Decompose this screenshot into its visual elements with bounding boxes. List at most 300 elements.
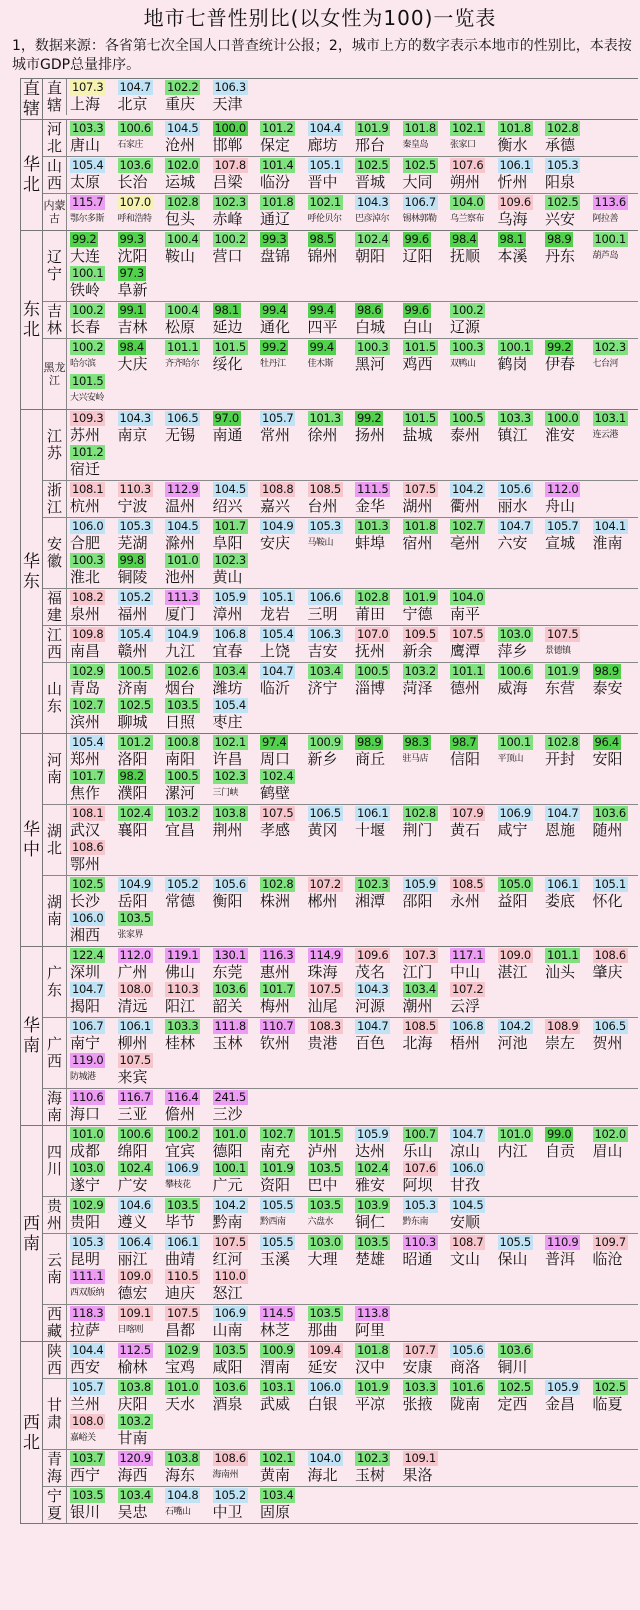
city-name: 泰安 <box>592 679 623 697</box>
city-cell <box>115 627 163 661</box>
sex-ratio-value: 110.0 <box>214 1269 246 1283</box>
city-name: 黄冈 <box>307 821 338 839</box>
city-cell <box>67 1343 115 1377</box>
province-name: 内蒙古 <box>43 194 67 230</box>
city-name: 丽江 <box>117 1250 148 1268</box>
city-cell <box>67 982 115 1016</box>
city-name: 遂宁 <box>70 1176 101 1194</box>
city-name: 黔南 <box>212 1213 243 1231</box>
city-name: 广安 <box>117 1176 148 1194</box>
city-name: 湘潭 <box>355 892 386 910</box>
city-name: 绵阳 <box>117 1142 148 1160</box>
sex-ratio-value: 107.2 <box>309 877 341 891</box>
city-cell <box>495 232 543 266</box>
city-name: 河池 <box>497 1034 528 1052</box>
sex-ratio-value: 99.3 <box>262 232 287 246</box>
sex-ratio-value: 106.9 <box>214 1306 246 1320</box>
city-name: 松原 <box>165 318 196 336</box>
city-cell <box>542 232 590 266</box>
sex-ratio-value: 100.0 <box>547 411 579 425</box>
sex-ratio-value: 101.8 <box>262 195 294 209</box>
city-name: 蚌埠 <box>355 534 386 552</box>
city-cell <box>210 340 258 374</box>
city-list <box>67 302 638 338</box>
sex-ratio-value: 109.4 <box>309 1343 341 1357</box>
sex-ratio-value: 107.8 <box>214 158 246 172</box>
sex-ratio-value: 101.9 <box>262 1161 294 1175</box>
city-name: 南阳 <box>165 750 196 768</box>
city-name: 甘南 <box>117 1429 148 1447</box>
city-cell <box>115 303 163 337</box>
city-name: 白银 <box>307 1395 338 1413</box>
sex-ratio-value: 105.1 <box>594 877 626 891</box>
sex-ratio-value: 110.3 <box>167 982 199 996</box>
city-cell <box>162 590 210 624</box>
city-cell <box>305 232 353 266</box>
sex-ratio-value: 103.7 <box>72 1451 104 1465</box>
sex-ratio-value: 105.7 <box>547 519 579 533</box>
sex-ratio-value: 100.2 <box>214 232 246 246</box>
city-cell <box>162 158 210 192</box>
city-name: 巴中 <box>307 1176 338 1194</box>
city-cell <box>400 1161 448 1195</box>
sex-ratio-value: 108.8 <box>262 482 294 496</box>
sex-ratio-value: 108.5 <box>309 482 341 496</box>
city-name: 长治 <box>117 173 148 191</box>
city-name: 攀枝花 <box>165 1180 191 1190</box>
city-name: 大庆 <box>117 355 148 373</box>
sex-ratio-value: 107.5 <box>404 482 436 496</box>
city-name: 中卫 <box>212 1503 243 1521</box>
city-name: 乌海 <box>497 210 528 228</box>
city-name: 海北 <box>307 1466 338 1484</box>
city-cell <box>162 519 210 553</box>
city-cell <box>400 1198 448 1232</box>
sex-ratio-value: 108.5 <box>404 1019 436 1033</box>
city-cell <box>542 1235 590 1269</box>
city-name: 海西 <box>117 1466 148 1484</box>
city-name: 哈尔滨 <box>70 359 96 369</box>
city-cell <box>590 195 638 229</box>
city-name: 池州 <box>165 568 196 586</box>
city-cell <box>305 590 353 624</box>
city-cell <box>400 1019 448 1053</box>
city-cell <box>67 1269 115 1303</box>
city-cell <box>67 1380 115 1414</box>
province-row <box>43 805 638 876</box>
city-cell <box>115 806 163 840</box>
city-name: 眉山 <box>592 1142 623 1160</box>
region-row <box>21 1342 638 1524</box>
sex-ratio-value: 103.3 <box>167 1019 199 1033</box>
city-name: 天水 <box>165 1395 196 1413</box>
city-cell <box>115 1380 163 1414</box>
sex-ratio-value: 101.0 <box>167 1380 199 1394</box>
province-name: 云南 <box>43 1234 67 1304</box>
province-row <box>43 1018 638 1089</box>
city-cell <box>400 1343 448 1377</box>
city-name: 绥化 <box>212 355 243 373</box>
sex-ratio-value: 105.5 <box>499 1235 531 1249</box>
sex-ratio-value: 105.9 <box>214 590 246 604</box>
city-cell <box>115 698 163 732</box>
region-body <box>43 734 638 946</box>
city-cell <box>210 590 258 624</box>
city-name: 白山 <box>402 318 433 336</box>
city-cell <box>495 1235 543 1269</box>
city-cell <box>305 1380 353 1414</box>
sex-ratio-value: 103.0 <box>499 627 531 641</box>
sex-ratio-value: 108.2 <box>72 590 104 604</box>
city-cell <box>210 664 258 698</box>
city-cell <box>162 735 210 769</box>
city-name: 大同 <box>402 173 433 191</box>
sex-ratio-value: 104.3 <box>357 195 389 209</box>
city-name: 潮州 <box>402 997 433 1015</box>
city-name: 沧州 <box>165 136 196 154</box>
city-cell <box>400 482 448 516</box>
city-cell <box>400 627 448 661</box>
city-cell <box>162 1343 210 1377</box>
province-row <box>43 194 638 230</box>
city-cell <box>590 411 638 445</box>
sex-ratio-value: 112.9 <box>167 482 199 496</box>
sex-ratio-value: 103.5 <box>214 1343 246 1357</box>
city-name: 福州 <box>117 605 148 623</box>
province-row <box>43 626 638 663</box>
city-name: 六盘水 <box>307 1217 334 1227</box>
sex-ratio-value: 118.3 <box>72 1306 104 1320</box>
city-name: 黄石 <box>450 821 481 839</box>
sex-ratio-value: 105.1 <box>309 158 341 172</box>
city-cell <box>447 1343 495 1377</box>
city-name: 银川 <box>70 1503 101 1521</box>
city-cell <box>162 664 210 698</box>
sex-ratio-value: 109.6 <box>357 948 389 962</box>
city-name: 忻州 <box>497 173 528 191</box>
city-cell <box>352 982 400 1016</box>
sex-ratio-value: 104.0 <box>452 195 484 209</box>
city-name: 邯郸 <box>212 136 243 154</box>
city-cell <box>305 340 353 374</box>
city-list <box>67 1197 638 1233</box>
sex-ratio-value: 105.3 <box>72 1235 104 1249</box>
city-cell <box>305 121 353 155</box>
city-cell <box>590 340 638 374</box>
city-name: 玉林 <box>212 1034 243 1052</box>
sex-ratio-value: 100.8 <box>167 735 199 749</box>
city-name: 延边 <box>212 318 243 336</box>
province-name: 山西 <box>43 157 67 193</box>
city-cell <box>352 1451 400 1485</box>
city-cell <box>210 1488 258 1522</box>
city-cell <box>210 411 258 445</box>
city-name: 九江 <box>165 642 196 660</box>
province-name: 青海 <box>43 1450 67 1486</box>
city-cell <box>257 769 305 803</box>
city-name: 铜陵 <box>117 568 148 586</box>
city-cell <box>67 840 115 874</box>
city-name: 长沙 <box>70 892 101 910</box>
city-name: 河源 <box>355 997 386 1015</box>
city-cell <box>352 519 400 553</box>
city-name: 益阳 <box>497 892 528 910</box>
city-name: 黄南 <box>260 1466 291 1484</box>
region-row <box>21 79 638 120</box>
sex-ratio-value: 107.7 <box>404 1343 436 1357</box>
sex-ratio-value: 103.8 <box>214 806 246 820</box>
sex-ratio-value: 101.6 <box>452 1380 484 1394</box>
city-cell <box>257 948 305 982</box>
city-cell <box>162 232 210 266</box>
sex-ratio-value: 100.3 <box>452 340 484 354</box>
city-cell <box>115 911 163 945</box>
city-name: 抚顺 <box>450 247 481 265</box>
city-cell <box>67 1161 115 1195</box>
city-name: 汕尾 <box>307 997 338 1015</box>
city-cell <box>542 627 590 661</box>
sex-ratio-value: 104.3 <box>357 982 389 996</box>
city-name: 宁德 <box>402 605 433 623</box>
sex-ratio-value: 98.4 <box>452 232 477 246</box>
city-cell <box>115 1269 163 1303</box>
city-cell <box>495 806 543 840</box>
city-name: 楚雄 <box>355 1250 386 1268</box>
city-name: 邵阳 <box>402 892 433 910</box>
city-name: 三明 <box>307 605 338 623</box>
province-row <box>43 518 638 589</box>
sex-ratio-value: 106.9 <box>499 806 531 820</box>
province-name: 直辖 <box>43 79 67 115</box>
city-cell <box>305 1161 353 1195</box>
city-cell <box>162 698 210 732</box>
city-cell <box>305 735 353 769</box>
city-cell <box>115 411 163 445</box>
province-name: 甘肃 <box>43 1379 67 1449</box>
sex-ratio-value: 98.9 <box>594 664 619 678</box>
sex-ratio-value: 99.6 <box>404 303 429 317</box>
city-name: 石嘴山 <box>165 1507 191 1517</box>
city-name: 西双版纳 <box>70 1288 105 1298</box>
city-cell <box>67 664 115 698</box>
city-name: 包头 <box>165 210 196 228</box>
city-list <box>67 410 638 480</box>
city-cell <box>67 877 115 911</box>
city-name: 赣州 <box>117 642 148 660</box>
city-cell <box>447 590 495 624</box>
sex-ratio-value: 108.1 <box>72 482 104 496</box>
city-name: 东营 <box>545 679 576 697</box>
city-cell <box>115 1414 163 1448</box>
city-cell <box>590 519 638 553</box>
city-cell <box>210 158 258 192</box>
sex-ratio-value: 103.0 <box>309 1235 341 1249</box>
city-name: 武威 <box>260 1395 291 1413</box>
city-cell <box>162 121 210 155</box>
city-name: 大理 <box>307 1250 338 1268</box>
province-name: 海南 <box>43 1089 67 1125</box>
sex-ratio-value: 103.2 <box>167 806 199 820</box>
sex-ratio-value: 111.1 <box>72 1269 104 1283</box>
city-name: 渭南 <box>260 1358 291 1376</box>
city-cell <box>67 1090 115 1124</box>
sex-ratio-value: 99.3 <box>119 232 144 246</box>
province-row <box>43 947 638 1018</box>
city-cell <box>352 1380 400 1414</box>
city-name: 清远 <box>117 997 148 1015</box>
sex-ratio-value: 100.1 <box>72 266 104 280</box>
city-name: 云浮 <box>450 997 481 1015</box>
sex-ratio-value: 108.6 <box>72 840 104 854</box>
city-cell <box>257 340 305 374</box>
sex-ratio-value: 99.8 <box>119 553 144 567</box>
city-cell <box>447 303 495 337</box>
sex-ratio-value: 104.0 <box>309 1451 341 1465</box>
sex-ratio-value: 97.4 <box>262 735 287 749</box>
city-name: 肇庆 <box>592 963 623 981</box>
city-name: 德宏 <box>117 1284 148 1302</box>
city-cell <box>210 232 258 266</box>
sex-ratio-value: 102.4 <box>119 806 151 820</box>
city-cell <box>305 664 353 698</box>
sex-ratio-value: 112.0 <box>547 482 579 496</box>
city-cell <box>115 1343 163 1377</box>
sex-ratio-value: 105.0 <box>499 877 531 891</box>
city-cell <box>305 519 353 553</box>
sex-ratio-value: 102.5 <box>72 877 104 891</box>
city-cell <box>495 482 543 516</box>
city-cell <box>67 266 115 300</box>
city-name: 陇南 <box>450 1395 481 1413</box>
city-cell <box>495 1380 543 1414</box>
city-cell <box>162 482 210 516</box>
region-name: 西南 <box>21 1126 43 1341</box>
sex-ratio-value: 99.4 <box>309 340 334 354</box>
sex-ratio-value: 105.2 <box>119 590 151 604</box>
sex-ratio-value: 109.3 <box>72 411 104 425</box>
city-cell <box>115 232 163 266</box>
city-name: 威海 <box>497 679 528 697</box>
city-cell <box>352 1161 400 1195</box>
city-cell <box>447 195 495 229</box>
sex-ratio-value: 100.7 <box>404 1127 436 1141</box>
city-cell <box>162 553 210 587</box>
city-cell <box>400 877 448 911</box>
city-name: 宝鸡 <box>165 1358 196 1376</box>
sex-ratio-value: 106.1 <box>357 806 389 820</box>
sex-ratio-value: 113.6 <box>594 195 626 209</box>
sex-ratio-value: 110.5 <box>167 1269 199 1283</box>
sex-ratio-value: 102.4 <box>357 1161 389 1175</box>
sex-ratio-value: 101.8 <box>404 121 436 135</box>
city-cell <box>257 121 305 155</box>
sex-ratio-value: 103.4 <box>404 982 436 996</box>
sex-ratio-value: 99.2 <box>262 340 287 354</box>
city-cell <box>352 340 400 374</box>
sex-ratio-value: 109.8 <box>72 627 104 641</box>
province-row <box>43 410 638 481</box>
city-list <box>67 947 638 1017</box>
sex-ratio-value: 103.3 <box>404 1380 436 1394</box>
city-cell <box>115 877 163 911</box>
city-cell <box>542 948 590 982</box>
city-name: 上海 <box>70 95 101 113</box>
sex-ratio-value: 100.1 <box>499 735 531 749</box>
city-cell <box>210 735 258 769</box>
sex-ratio-value: 96.4 <box>594 735 619 749</box>
region-name: 东北 <box>21 231 43 409</box>
sex-ratio-value: 101.5 <box>404 340 436 354</box>
city-name: 衡水 <box>497 136 528 154</box>
city-name: 朝阳 <box>355 247 386 265</box>
province-name: 浙江 <box>43 481 67 517</box>
city-cell <box>210 121 258 155</box>
city-cell <box>352 664 400 698</box>
sex-ratio-value: 106.0 <box>309 1380 341 1394</box>
sex-ratio-value: 116.3 <box>262 948 294 962</box>
city-cell <box>210 627 258 661</box>
sex-ratio-value: 115.7 <box>72 195 104 209</box>
city-cell <box>590 735 638 769</box>
city-cell <box>67 80 115 114</box>
sex-ratio-value: 107.3 <box>404 948 436 962</box>
sex-ratio-value: 116.4 <box>167 1090 199 1104</box>
sex-ratio-value: 103.5 <box>167 698 199 712</box>
city-name: 阜阳 <box>212 534 243 552</box>
province-name: 宁夏 <box>43 1487 67 1523</box>
sex-ratio-value: 105.4 <box>119 627 151 641</box>
city-name: 荆门 <box>402 821 433 839</box>
city-cell <box>542 1019 590 1053</box>
city-cell <box>257 1161 305 1195</box>
city-name: 庆阳 <box>117 1395 148 1413</box>
city-name: 孝感 <box>260 821 291 839</box>
city-name: 咸宁 <box>497 821 528 839</box>
city-name: 绍兴 <box>212 497 243 515</box>
city-name: 通辽 <box>260 210 291 228</box>
sex-ratio-value: 106.5 <box>309 806 341 820</box>
province-row <box>43 1126 638 1197</box>
sex-ratio-value: 98.4 <box>119 340 144 354</box>
sex-ratio-value: 102.8 <box>357 590 389 604</box>
city-name: 通化 <box>260 318 291 336</box>
city-cell <box>352 877 400 911</box>
city-cell <box>210 1090 258 1124</box>
region-name: 华中 <box>21 734 43 946</box>
city-name: 广元 <box>212 1176 243 1194</box>
sex-ratio-value: 106.8 <box>214 627 246 641</box>
province-name: 湖北 <box>43 805 67 875</box>
sex-ratio-value: 113.8 <box>357 1306 389 1320</box>
sex-ratio-value: 103.6 <box>119 158 151 172</box>
region-name: 华北 <box>21 120 43 230</box>
province-row <box>43 339 638 409</box>
city-list <box>67 1342 638 1378</box>
region-row <box>21 410 638 734</box>
city-name: 徐州 <box>307 426 338 444</box>
city-cell <box>257 806 305 840</box>
city-cell <box>115 1451 163 1485</box>
city-cell <box>305 1451 353 1485</box>
city-name: 百色 <box>355 1034 386 1052</box>
city-name: 崇左 <box>545 1034 576 1052</box>
city-cell <box>162 1161 210 1195</box>
city-name: 达州 <box>355 1142 386 1160</box>
city-cell <box>115 482 163 516</box>
sex-ratio-value: 101.0 <box>167 553 199 567</box>
city-name: 伊春 <box>545 355 576 373</box>
sex-ratio-value: 108.7 <box>452 1235 484 1249</box>
